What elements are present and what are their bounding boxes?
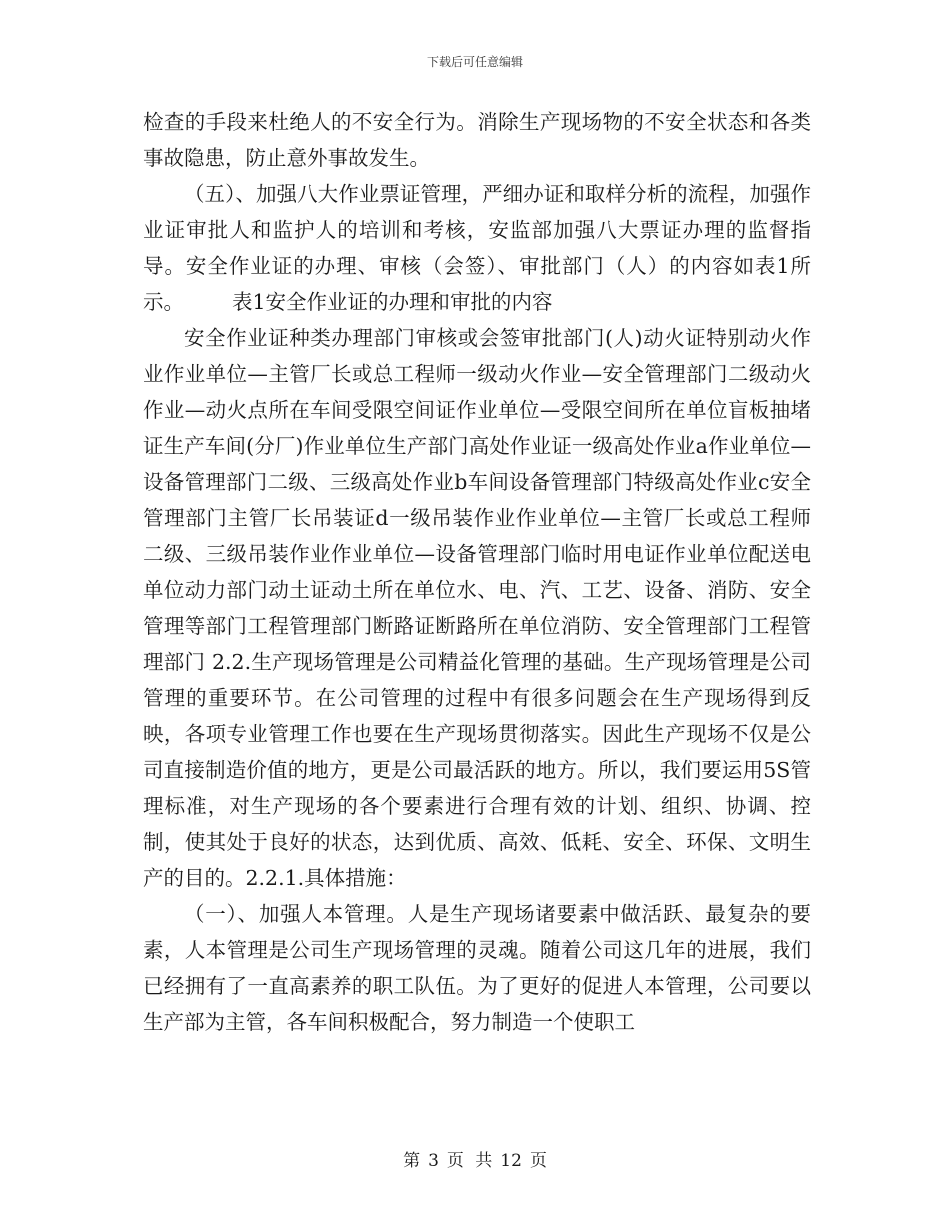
page-header: 下载后可任意编辑 (426, 55, 523, 69)
footer-total-pages: 12 (500, 1151, 522, 1171)
paragraph-1: 检查的手段来杜绝人的不安全行为。消除生产现场物的不安全状态和各类事故隐患，防止意外事故发生。 (143, 110, 811, 170)
footer-page-number: 3 (428, 1151, 439, 1171)
paragraph-3: 安全作业证种类办理部门审核或会签审批部门(人)动火证特别动火作业作业单位—主管厂长或总工程师一级动火作业—安全管理部门二级动火作业—动火点所在车间受限空间证作业单位—受限空间所在单位盲板抽堵证生产车间(分厂)作业单位生产部门高处作业证一级高处作业a作业单位—设备管理部门二级、三级高处作业b车间设备管理部门特级高处作业c安全管理部门主管厂长吊装证d一级吊装作业作业单位—主管厂长或总工程师二级、三级吊装作业作业单位—设备管理部门临时用电证作业单位配送电单位动力部门动土证动土所在单位水、电、汽、工艺、设备、消防、安全管理等部门工程管理部门断路证断路所在单位消防、安全管理部门工程管理部门 2.2.生产现场管理是公司精益化管理的基础。生产现场管理是公司管理的重要环节。在公司管理的过程中有很多问题会在生产现场得到反映，各项专业管理工作也要在生产现场贯彻落实。因此生产现场不仅是公司直接制造价值的地方，更是公司最活跃的地方。所以，我们要运用5S管理标准，对生产现场的各个要素进行合理有效的计划、组织、协调、控制，使其处于良好的状态，达到优质、高效、低耗、安全、环保、文明生产的目的。2.2.1.具体措施： (143, 326, 811, 890)
document-body (143, 104, 811, 1040)
footer-prefix: 第 (403, 1151, 421, 1171)
footer-middle: 页 共 (446, 1151, 493, 1171)
paragraph-2-text: （五）、加强八大作业票证管理，严细办证和取样分析的流程，加强作业证审批人和监护人的培训和考核，安监部加强八大票证办理的监督指导。安全作业证的办理、审核（会签）、审批部门（人）的内容如表1所示。 (143, 182, 811, 314)
table-caption: 表1安全作业证的办理和审批的内容 (232, 290, 553, 314)
footer-suffix: 页 (529, 1151, 547, 1171)
page-footer (0, 1146, 950, 1171)
paragraph-2 (143, 176, 811, 320)
paragraph-4: （一）、加强人本管理。人是生产现场诸要素中做活跃、最复杂的要素，人本管理是公司生产现场管理的灵魂。随着公司这几年的进展，我们已经拥有了一直高素养的职工队伍。为了更好的促进人本管理，公司要以生产部为主管，各车间积极配合，努力制造一个使职工 (143, 902, 811, 1034)
